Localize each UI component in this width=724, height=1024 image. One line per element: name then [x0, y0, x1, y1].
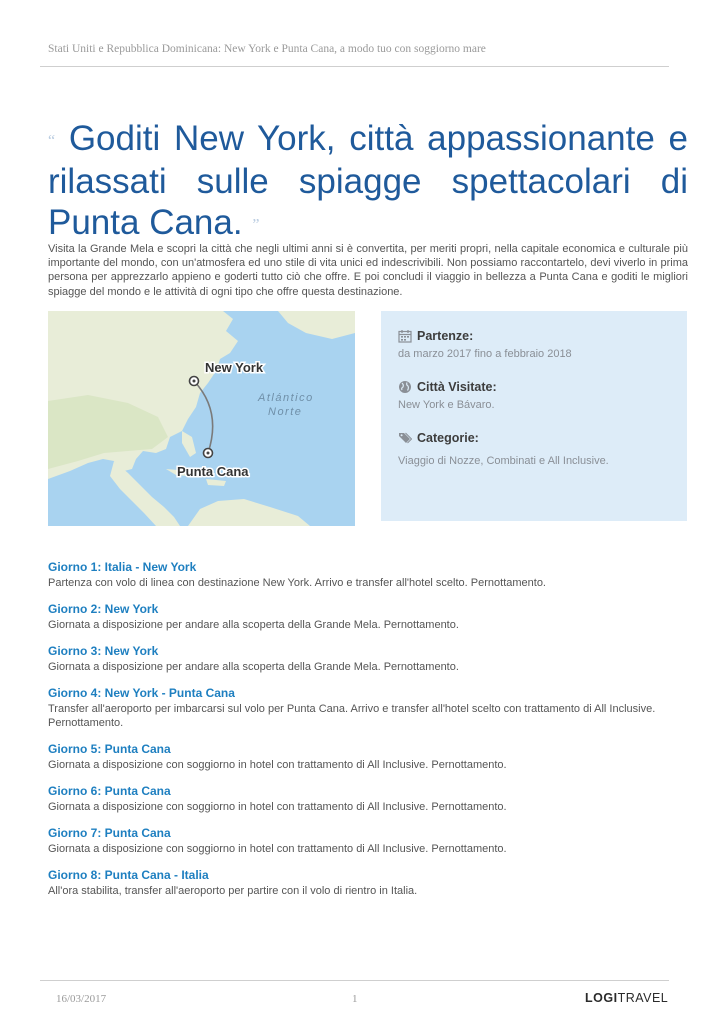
header-divider — [40, 66, 669, 67]
day-title: Giorno 3: New York — [48, 644, 159, 658]
itinerary-day — [48, 602, 688, 632]
intro-paragraph: Visita la Grande Mela e scopri la città che negli ultimi anni si è convertita, per meriti propri, nella capitale economica e culturale più importante del mondo, con un'atmosfera ed uno stile di vita unici ed indescrivibili. Non possiamo raccontartelo, devi viverlo in prima persona per apprezzarlo appieno e goderti tutto ciò che offre. E poi concludi il viaggio in bellezza a Punta Cana e goditi le migliori spiagge del mondo e le attività di ogni tipo che offre questa destinazione. — [48, 243, 688, 298]
pc-marker-dot — [207, 452, 210, 455]
day-title: Giorno 5: Punta Cana — [48, 742, 171, 756]
day-description: Transfer all'aeroporto per imbarcarsi sul volo per Punta Cana. Arrivo e transfer all'hotel scelto con trattamento di All Inclusive. Pernottamento. — [48, 703, 656, 729]
itinerary-day — [48, 784, 688, 814]
tags-icon — [398, 431, 412, 445]
itinerary-day — [48, 644, 688, 674]
title-text: Goditi New York, città appassionante e rilassati sulle spiagge spettacolari di Punta Cana. — [48, 119, 688, 243]
day-title: Giorno 6: Punta Cana — [48, 784, 171, 798]
globe-icon — [398, 380, 412, 394]
ny-marker-dot — [193, 380, 196, 383]
itinerary-list — [48, 560, 688, 910]
day-description: Giornata a disposizione con soggiorno in hotel con trattamento di All Inclusive. Pernottamento. — [48, 759, 507, 771]
day-description: Giornata a disposizione con soggiorno in hotel con trattamento di All Inclusive. Pernottamento. — [48, 843, 507, 855]
map-graphic — [48, 311, 355, 526]
route-map — [48, 311, 355, 526]
cities-label: Città Visitate: — [417, 380, 497, 394]
cities-value: New York e Bávaro. — [398, 399, 495, 411]
page-title — [48, 118, 688, 246]
day-title: Giorno 8: Punta Cana - Italia — [48, 868, 209, 882]
footer-divider — [40, 980, 669, 981]
day-title: Giorno 7: Punta Cana — [48, 826, 171, 840]
map-label-punta-cana: Punta Cana — [177, 464, 249, 479]
cities-section — [398, 380, 497, 411]
close-quote-icon: ” — [252, 216, 260, 234]
calendar-icon — [398, 329, 412, 343]
trip-info-box — [381, 311, 687, 521]
day-description: Partenza con volo di linea con destinazione New York. Arrivo e transfer all'hotel scelto. Pernottamento. — [48, 577, 546, 589]
departures-label: Partenze: — [417, 329, 474, 343]
day-description: Giornata a disposizione per andare alla scoperta della Grande Mela. Pernottamento. — [48, 619, 459, 631]
day-description: Giornata a disposizione per andare alla scoperta della Grande Mela. Pernottamento. — [48, 661, 459, 673]
map-label-ocean-1: Atlántico — [258, 392, 314, 404]
page-header: Stati Uniti e Repubblica Dominicana: New York e Punta Cana, a modo tuo con soggiorno mare — [48, 43, 486, 55]
itinerary-day — [48, 826, 688, 856]
categories-value: Viaggio di Nozze, Combinati e All Inclusive. — [398, 455, 609, 467]
logitravel-logo — [585, 991, 668, 1005]
logo-light-part: TRAVEL — [617, 991, 669, 1005]
itinerary-day — [48, 560, 688, 590]
departures-value: da marzo 2017 fino a febbraio 2018 — [398, 348, 572, 360]
day-title: Giorno 4: New York - Punta Cana — [48, 686, 235, 700]
itinerary-day — [48, 742, 688, 772]
categories-section — [398, 431, 609, 467]
day-title: Giorno 2: New York — [48, 602, 159, 616]
map-label-new-york: New York — [205, 360, 264, 375]
logo-bold-part: LOGI — [585, 991, 618, 1005]
open-quote-icon: “ — [48, 132, 56, 150]
categories-label: Categorie: — [417, 431, 479, 445]
day-title: Giorno 1: Italia - New York — [48, 560, 197, 574]
footer-date: 16/03/2017 — [56, 993, 107, 1005]
map-label-ocean-2: Norte — [268, 406, 303, 418]
page-number: 1 — [352, 993, 358, 1005]
itinerary-day — [48, 686, 688, 730]
day-description: All'ora stabilita, transfer all'aeroporto per partire con il volo di rientro in Italia. — [48, 885, 418, 897]
itinerary-day — [48, 868, 688, 898]
departures-section — [398, 329, 572, 360]
day-description: Giornata a disposizione con soggiorno in hotel con trattamento di All Inclusive. Pernottamento. — [48, 801, 507, 813]
